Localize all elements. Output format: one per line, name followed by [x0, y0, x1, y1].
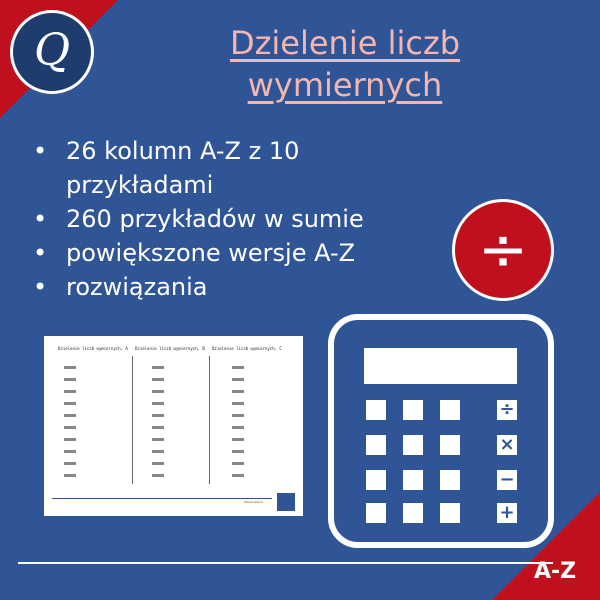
preview-exercise: [64, 366, 76, 369]
calculator-key: [440, 470, 460, 490]
preview-exercise: [64, 414, 76, 417]
feature-item: • 26 kolumn A-Z z 10 przykładami: [33, 134, 413, 202]
preview-exercise: [232, 402, 244, 405]
calculator-key: [366, 470, 386, 490]
preview-exercise: [232, 426, 244, 429]
preview-exercise: [64, 462, 76, 465]
calculator-key: [366, 400, 386, 420]
preview-exercise: [64, 378, 76, 381]
preview-exercise: [232, 414, 244, 417]
preview-exercise: [152, 366, 164, 369]
corner-label: A-Z: [534, 559, 577, 584]
preview-exercise: [152, 402, 164, 405]
preview-exercise: [64, 390, 76, 393]
calculator-key: [403, 435, 423, 455]
preview-exercise: [232, 462, 244, 465]
preview-exercise: [152, 378, 164, 381]
preview-exercise: [64, 450, 76, 453]
preview-exercise: [152, 426, 164, 429]
preview-column-title: Dzielenie liczb wymiernych, B: [135, 346, 205, 351]
preview-footer-line: [52, 498, 272, 499]
logo-letter: Q: [33, 25, 71, 76]
calculator-key: [366, 435, 386, 455]
preview-exercise: [64, 438, 76, 441]
calculator-key: [403, 503, 423, 523]
worksheet-preview: [44, 336, 303, 516]
plus-key: +: [497, 503, 517, 523]
preview-exercise: [64, 402, 76, 405]
division-symbol: ÷: [477, 215, 529, 285]
multiply-key: ×: [497, 435, 517, 455]
preview-exercise: [152, 474, 164, 477]
preview-exercise: [64, 426, 76, 429]
preview-column-title: Dzielenie liczb wymiernych, A: [58, 346, 128, 351]
preview-exercise: [232, 450, 244, 453]
divider-line: [18, 562, 553, 564]
preview-exercise: [152, 414, 164, 417]
title-line-2: wymiernych: [247, 66, 443, 104]
calculator-key: [440, 400, 460, 420]
feature-item: • rozwiązania: [33, 270, 413, 304]
preview-divider: [209, 356, 210, 484]
calculator-key: [440, 435, 460, 455]
minus-key: −: [497, 470, 517, 490]
preview-exercise: [232, 390, 244, 393]
division-icon: [452, 199, 554, 301]
preview-column-title: Dzielenie liczb wymiernych, C: [212, 346, 282, 351]
calculator-key: [440, 503, 460, 523]
title-line-1: Dzielenie liczb: [229, 24, 461, 62]
preview-exercise: [64, 474, 76, 477]
feature-list: [33, 134, 413, 304]
preview-exercise: [152, 438, 164, 441]
divide-key: ÷: [497, 400, 517, 420]
calculator-display: [364, 348, 517, 384]
preview-exercise: [232, 378, 244, 381]
preview-exercise: [232, 438, 244, 441]
page-title: [170, 22, 520, 106]
preview-calculator-icon: [277, 493, 295, 511]
preview-exercise: [232, 474, 244, 477]
preview-exercise: [152, 390, 164, 393]
calculator-key: [403, 400, 423, 420]
preview-exercise: [152, 462, 164, 465]
calculator-key: [403, 470, 423, 490]
preview-exercise: [232, 366, 244, 369]
preview-divider: [132, 356, 133, 484]
feature-item: • 260 przykładów w sumie: [33, 202, 413, 236]
preview-exercise: [152, 450, 164, 453]
feature-item: • powiększone wersje A-Z: [33, 236, 413, 270]
q-logo: [10, 10, 94, 94]
preview-brand: Matematyka: [244, 500, 263, 504]
calculator-key: [366, 503, 386, 523]
